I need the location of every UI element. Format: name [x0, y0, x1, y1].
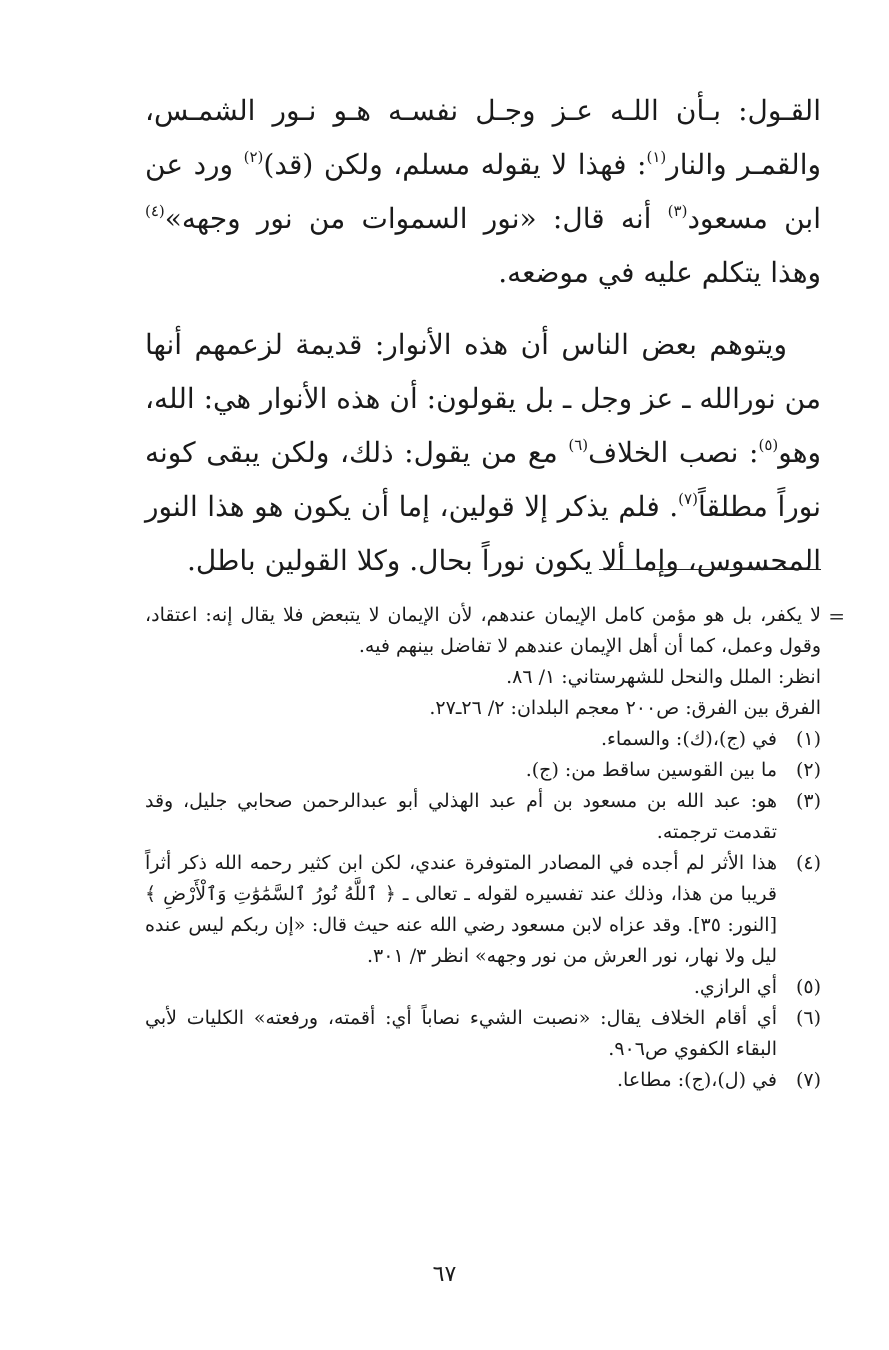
footnote-ref-6: (٦): [568, 436, 589, 454]
footnote-ref-1: (١): [646, 148, 667, 166]
footnote-number: (١): [795, 728, 821, 750]
footnote-number: (٥): [795, 976, 821, 998]
main-text: [145, 84, 821, 588]
footnote-item: [145, 724, 821, 755]
footnote-number: (٤): [795, 852, 821, 874]
paragraph-2: [145, 318, 821, 588]
footnote-text: في (ل)،(ج): مطاعا.: [617, 1069, 777, 1091]
footnote-continuation-source: انظر: الملل والنحل للشهرستاني: ١/ ٨٦.: [506, 666, 821, 688]
footnote-text: هو: عبد الله بن مسعود بن أم عبد الهذلي أبو عبدالرحمن صحابي جليل، وقد تقدمت ترجمته.: [145, 790, 777, 843]
para2-text-a: ويتوهم بعض الناس أن هذه الأنوار: قديمة لزعمهم أنها من نورالله ـ عز وجل ـ بل يقولون: أن هذه الأنوار هي: الله، وهو: [145, 328, 822, 469]
footnote-number: (٧): [795, 1069, 821, 1091]
footnote-text: أي الرازي.: [693, 976, 777, 998]
footnote-text: في (ج)،(ك): والسماء.: [600, 728, 777, 750]
footnote-ref-7: (٧): [678, 490, 698, 508]
footnotes: [145, 600, 821, 1096]
footnote-separator: [599, 569, 821, 570]
footnote-item: [145, 786, 821, 848]
footnote-number: (٦): [795, 1007, 821, 1029]
footnote-continuation: لا يكفر، بل هو مؤمن كامل الإيمان عندهم، لأن الإيمان لا يتبعض فلا يقال إنه: اعتقاد، وقول وعمل، كما أن أهل الإيمان عندهم لا تفاضل بينهم فيه.: [145, 604, 821, 657]
footnote-item: [145, 1065, 821, 1096]
footnote-continuation-mark: =: [828, 604, 845, 628]
footnote-text: أي أقام الخلاف يقال: «نصبت الشيء نصاباً أي: أقمته، ورفعته» الكليات لأبي البقاء الكفوي ص٩٠٦.: [145, 1007, 777, 1060]
para1-text-a: القـول: بـأن اللـه عـز وجـل نفسـه هـو نـور الشمـس، والقمـر والنار: [145, 94, 821, 181]
footnote-item: [145, 972, 821, 1003]
para1-text-c: ورد عن ابن مسعود: [145, 148, 821, 235]
page-number: ٦٧: [432, 1262, 457, 1287]
footnote-ref-5: (٥): [758, 436, 779, 454]
paragraph-1: [145, 84, 821, 300]
para2-text-b: : نصب الخلاف: [588, 436, 759, 469]
footnote-ref-3: (٣): [667, 202, 688, 220]
para2-text-c: مع من يقول: ذلك، ولكن يبقى كونه نوراً مطلقاً: [145, 436, 822, 523]
footnote-ref-4: (٤): [145, 202, 165, 220]
para2-text-d: . فلم يذكر إلا قولين، إما أن يكون هو هذا النور المحسوس، وإما ألا يكون نوراً بحال. وكلا القولين باطل.: [145, 490, 821, 577]
para1-text-d: أنه قال: «نور السموات من نور وجهه»: [164, 202, 668, 235]
footnote-item: [145, 848, 821, 972]
footnote-text: ما بين القوسين ساقط من: (ج).: [525, 759, 777, 781]
footnote-number: (٣): [795, 790, 821, 812]
footnote-item: [145, 1003, 821, 1065]
footnote-item: [145, 755, 821, 786]
para1-text-e: وهذا يتكلم عليه في موضعه.: [498, 256, 821, 289]
footnote-ref-2: (٢): [243, 148, 264, 166]
footnote-continuation-source: الفرق بين الفرق: ص٢٠٠ معجم البلدان: ٢/ ٢٦ـ٢٧.: [429, 697, 821, 719]
footnote-text: هذا الأثر لم أجده في المصادر المتوفرة عندي، لكن ابن كثير رحمه الله ذكر أثراً قريبا من هذا، وذلك عند تفسيره لقوله ـ تعالى ـ ﴿ ٱللَّهُ نُورُ ٱلسَّمَٰوَٰتِ وَٱلْأَرْضِ ﴾ [النور: ٣٥]. وقد عزاه لابن مسعود رضي الله عنه حيث قال: «إن ربكم ليس عنده ليل ولا نهار، نور العرش من نور وجهه» انظر ٣/ ٣٠١.: [145, 852, 778, 967]
footnote-number: (٢): [795, 759, 821, 781]
para1-text-b: : فهذا لا يقوله مسلم، ولكن (قد): [263, 148, 647, 181]
